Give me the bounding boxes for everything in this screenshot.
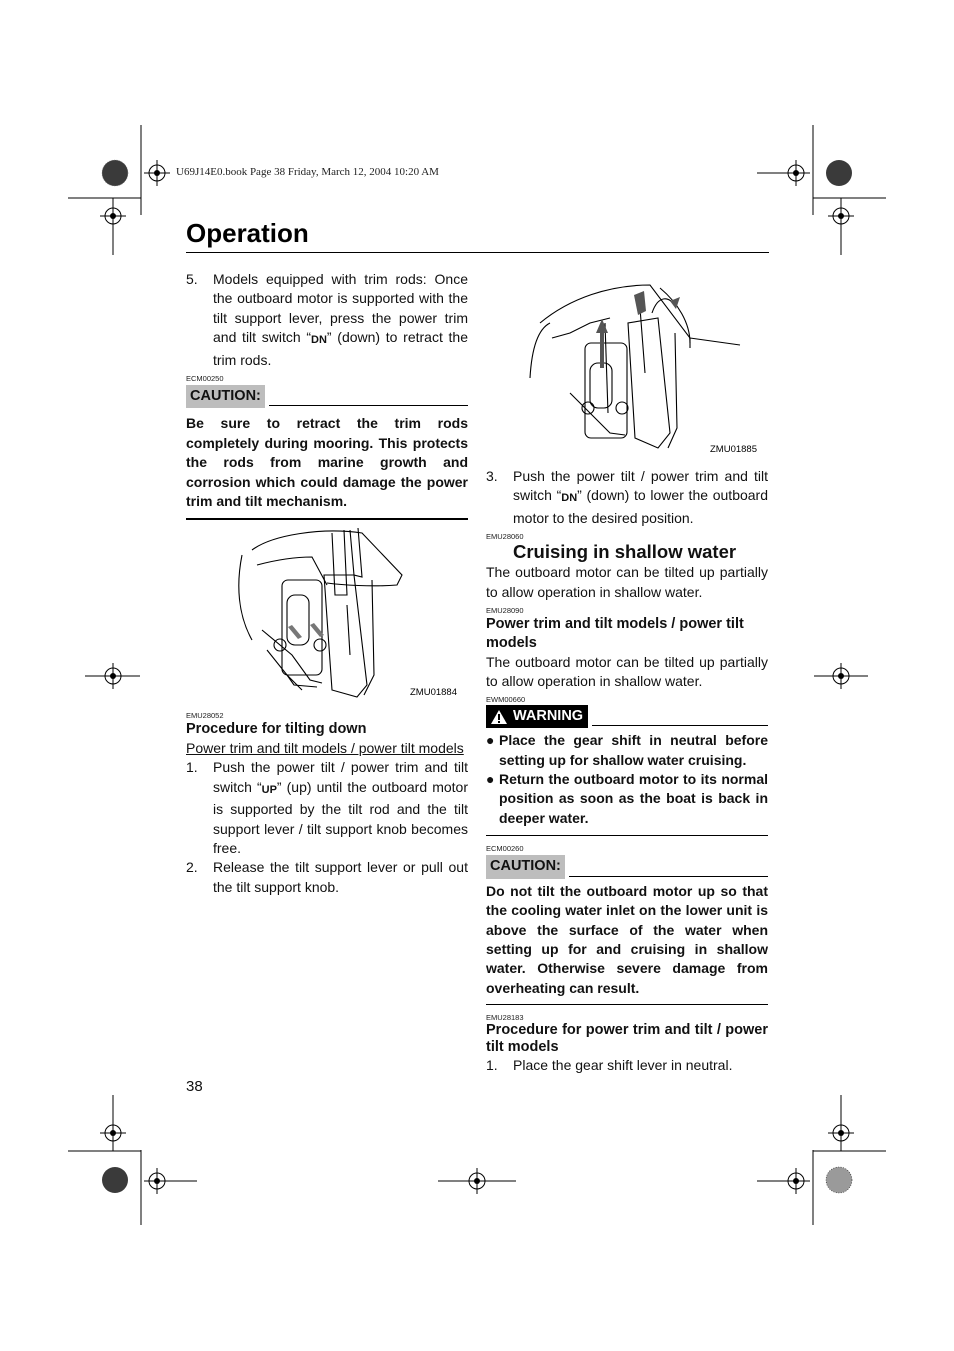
file-stamp: U69J14E0.book Page 38 Friday, March 12, 2004 10:20 AM <box>176 166 439 178</box>
caution2-label: CAUTION: <box>486 855 565 878</box>
tilting-down-code: EMU28052 <box>186 711 224 720</box>
bullet-text: Return the outboard motor to its normal position as soon as the boat is back in deeper water. <box>499 771 768 826</box>
step-text-after: ” (down) to lower the outboard motor to the desired position. <box>513 487 768 526</box>
step-number: 1. <box>186 759 198 776</box>
bullet-dot: ● <box>486 732 495 749</box>
caution-text: Be sure to retract the trim rods completely during mooring. This protects the rods from marine growth and corrosion which could damage the power trim and tilt mechanism. <box>186 415 468 510</box>
warning-label: WARNING <box>513 707 584 724</box>
step-text-after: ” (down) to retract the trim rods. <box>213 329 468 368</box>
warning-triangle-icon <box>490 709 508 725</box>
caution-label: CAUTION: <box>186 385 265 408</box>
procedure-step-1 <box>486 1056 768 1075</box>
warning-list <box>486 731 768 828</box>
warning-badge <box>486 705 588 728</box>
caution2-code: ECM00260 <box>486 844 524 854</box>
shallow-heading: Cruising in shallow water <box>513 541 737 563</box>
switch-up-label: UP <box>261 783 277 796</box>
shallow-code: EMU28060 <box>486 532 524 542</box>
step-text-after: ” (up) until the outboard motor is supported by the tilt rod and the tilt support lever / tilt support knob becomes free. <box>213 778 468 857</box>
step-number: 2. <box>186 859 198 876</box>
step-text-before: Push the power tilt / power trim and tilt switch “ <box>213 759 468 795</box>
caution2-rule <box>569 875 768 877</box>
page-title: Operation <box>186 218 309 248</box>
tilting-down-subheading: Power trim and tilt models / power tilt models <box>186 740 464 756</box>
page-number: 38 <box>186 1078 203 1095</box>
step-text: Place the gear shift lever in neutral. <box>513 1057 733 1074</box>
figure-tilt-mechanism-left <box>232 525 468 705</box>
left-column-top <box>186 270 468 520</box>
caution-header <box>186 385 468 408</box>
step-5 <box>186 270 468 370</box>
warning-rule <box>592 724 768 726</box>
tilting-down-heading: Procedure for tilting down <box>186 721 367 737</box>
caution2-text: Do not tilt the outboard motor up so that the cooling water inlet on the lower unit is above the surface of the water when setting up for and cruising in shallow water. Otherwise severe damage from overheating can result. <box>486 882 768 996</box>
procedure-heading: Procedure for power trim and tilt / power tilt models <box>486 1022 768 1056</box>
ptt-text: The outboard motor can be tilted up partially to allow operation in shallow water. <box>486 654 768 690</box>
step-text <box>213 270 468 370</box>
title-rule <box>186 252 769 253</box>
right-column <box>486 467 768 1076</box>
step-number: 5. <box>186 271 198 287</box>
caution-code: ECM00250 <box>186 374 224 384</box>
caution2-bottom-rule <box>486 1004 768 1005</box>
ptt-heading: Power trim and tilt models / power tilt models <box>486 616 744 652</box>
procedure-code: EMU28183 <box>486 1013 524 1023</box>
warning-bullet <box>486 770 768 828</box>
step-text-before: Push the power tilt / power trim and tilt switch “ <box>513 468 768 504</box>
caution-bottom-rule <box>186 518 468 520</box>
warning-bullet <box>486 731 768 770</box>
switch-dn-label: DN <box>561 492 578 505</box>
tilting-step-2 <box>186 858 468 897</box>
warning-bottom-rule <box>486 835 768 836</box>
bullet-text: Place the gear shift in neutral before setting up for shallow water cruising. <box>499 732 768 768</box>
step-text <box>213 758 468 858</box>
shallow-text: The outboard motor can be tilted up partially to allow operation in shallow water. <box>486 564 768 600</box>
step-number: 3. <box>486 468 498 484</box>
warning-header <box>486 705 768 728</box>
left-column-bottom <box>186 711 468 897</box>
caution-rule <box>269 404 468 406</box>
warning-code: EWM00660 <box>486 694 526 704</box>
step-3 <box>486 467 768 528</box>
step-number: 1. <box>486 1057 498 1074</box>
bullet-dot: ● <box>486 771 495 788</box>
figure-caption-right: ZMU01885 <box>710 444 757 455</box>
caution2-header <box>486 855 768 878</box>
step-text-before: Models equipped with trim rods: Once the outboard motor is supported with the tilt support lever, press the power trim and tilt switch “ <box>213 271 468 346</box>
tilting-step-1 <box>186 758 468 858</box>
step-text: Release the tilt support lever or pull out the tilt support knob. <box>213 859 468 895</box>
figure-tilt-mechanism-right <box>530 283 768 458</box>
figure-caption-left: ZMU01884 <box>410 687 457 698</box>
ptt-code: EMU28090 <box>486 606 524 616</box>
switch-dn-label: DN <box>311 334 327 347</box>
step-text <box>513 467 768 528</box>
